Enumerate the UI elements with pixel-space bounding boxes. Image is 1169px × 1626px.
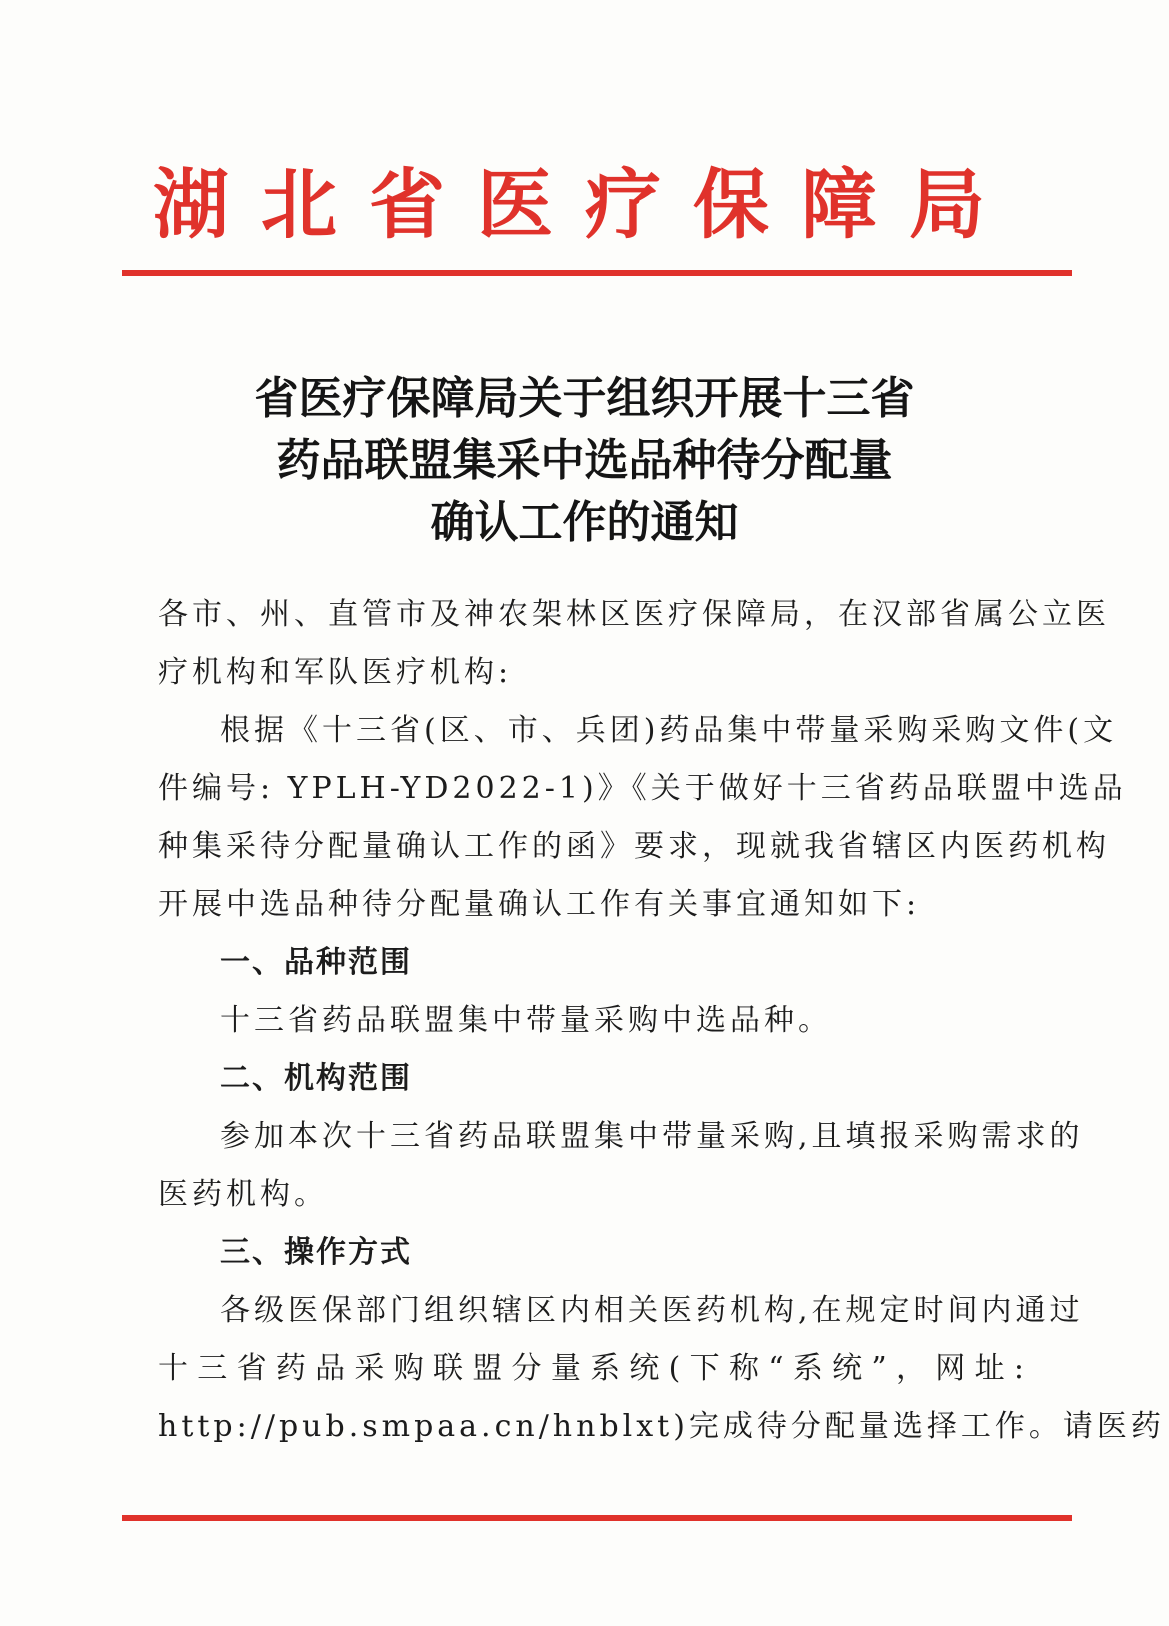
document-title [150,368,1019,554]
document-body [158,586,1165,1456]
section-line: 参加本次十三省药品联盟集中带量采购,且填报采购需求的 [220,1119,1084,1154]
masthead-title: 湖北省医疗保障局 [153,160,1017,249]
salutation-line: 疗机构和军队医疗机构: [158,655,513,690]
section-line: 各级医保部门组织辖区内相关医药机构,在规定时间内通过 [220,1293,1084,1328]
section-line: 医药机构。 [158,1177,328,1212]
section-heading: 一、品种范围 [220,945,412,980]
intro-line: 开展中选品种待分配量确认工作有关事宜通知如下: [158,887,921,922]
masthead-red-rule [122,270,1072,276]
document-title-line: 药品联盟集采中选品种待分配量 [276,435,893,486]
footer-red-rule [122,1515,1072,1521]
intro-line: 件编号: YPLH-YD2022-1)》《关于做好十三省药品联盟中选品 [158,771,1127,806]
section-heading: 三、操作方式 [220,1235,412,1270]
section-heading: 二、机构范围 [220,1061,412,1096]
section-line: 十三省药品联盟集中带量采购中选品种。 [220,1003,832,1038]
salutation-line: 各市、州、直管市及神农架林区医疗保障局，在汉部省属公立医 [158,597,1110,632]
section-line: http://pub.smpaa.cn/hnblxt)完成待分配量选择工作。请医药 [158,1409,1165,1444]
intro-line: 根据《十三省(区、市、兵团)药品集中带量采购采购文件(文 [220,713,1118,748]
section-line: 十三省药品采购联盟分量系统(下称“系统”，网址: [158,1351,1028,1386]
intro-line: 种集采待分配量确认工作的函》要求，现就我省辖区内医药机构 [158,829,1110,864]
document-title-line: 确认工作的通知 [430,497,739,548]
document-title-line: 省医疗保障局关于组织开展十三省 [254,373,915,424]
